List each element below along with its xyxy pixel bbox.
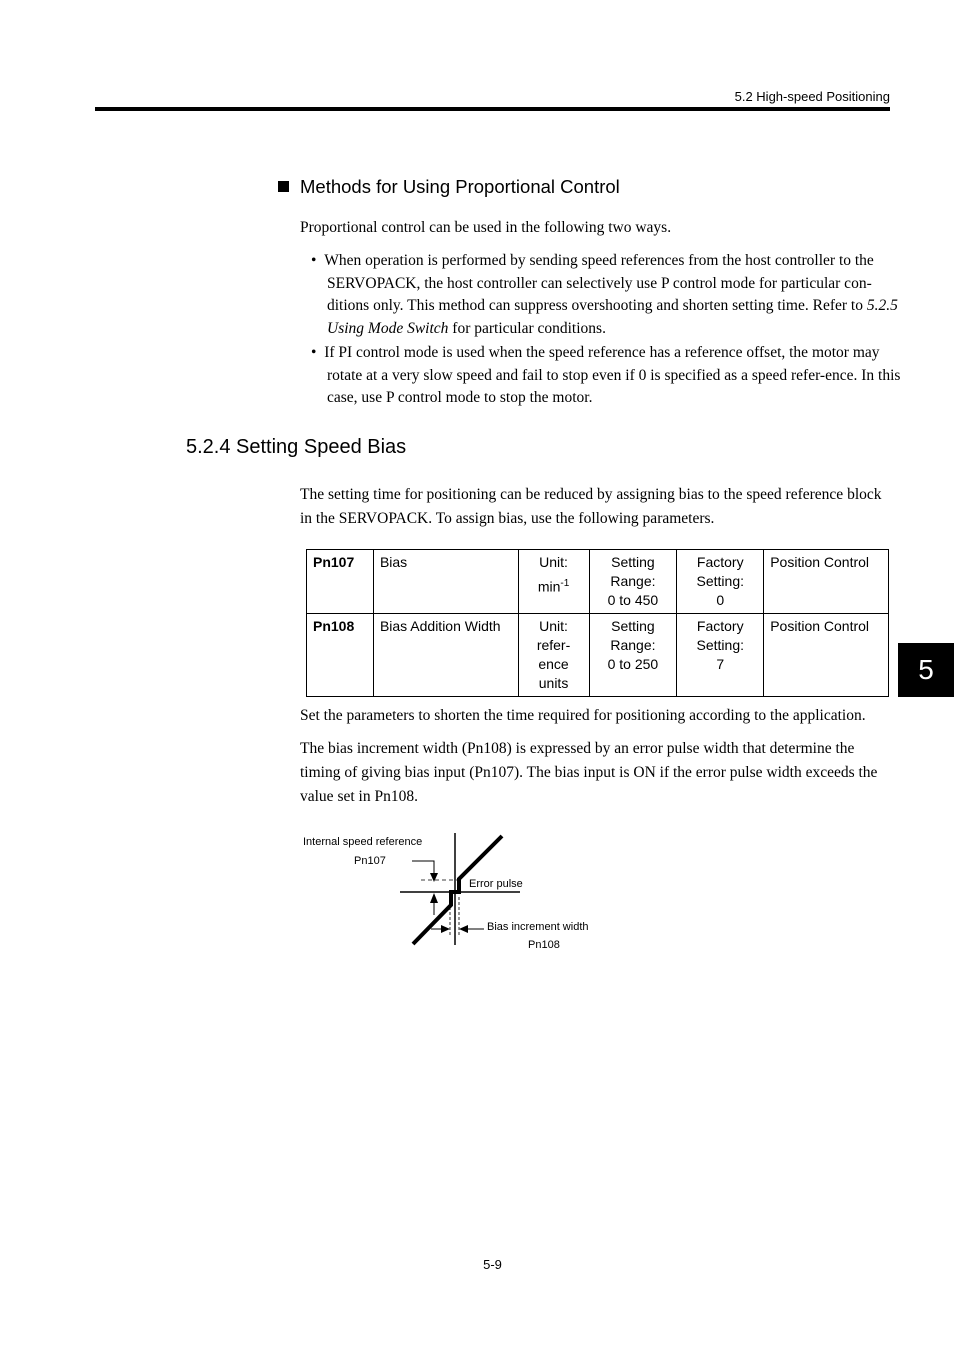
square-bullet-icon — [278, 181, 289, 192]
section-heading: 5.2.4 Setting Speed Bias — [186, 436, 407, 458]
error-pulse-label: Error pulse — [469, 878, 523, 890]
section-paragraph-3: The bias increment width (Pn108) is expressed by an error pulse width that determine the timing of giving bias input (Pn107). The bias input is ON if the error pulse width exceeds the value set in Pn108. — [300, 740, 878, 805]
cross-reference: 5.2.5 Using Mode Switch — [327, 297, 898, 337]
bullet-marker: • — [311, 344, 317, 361]
header-rule — [95, 107, 890, 111]
param-number-cell: Pn108 — [307, 614, 374, 697]
methods-intro: Proportional control can be used in the following two ways. — [300, 219, 672, 236]
running-header: 5.2 High-speed Positioning — [734, 89, 890, 104]
pn108-label: Pn108 — [528, 939, 560, 951]
pn107-label: Pn107 — [354, 855, 386, 867]
section-paragraph-1: The setting time for positioning can be reduced by assigning bias to the speed reference block in the SERVOPACK. To assign bias, use the following parameters. — [300, 486, 882, 527]
pn107-arrow-down-icon — [430, 873, 438, 882]
bullet-marker: • — [311, 252, 317, 269]
param-name-cell: Bias — [373, 550, 518, 614]
pn107-leader-line — [412, 861, 434, 875]
section-paragraph-2: Set the parameters to shorten the time required for positioning according to the application. — [300, 707, 866, 724]
pn108-arrow-left-icon — [459, 925, 468, 933]
parameter-table — [306, 549, 889, 697]
table-row — [307, 550, 889, 614]
pn108-arrow-right-icon — [441, 925, 450, 933]
bullet-item-pi-control — [311, 342, 907, 410]
setting-range-cell: Setting Range: 0 to 450 — [589, 550, 677, 614]
speed-reference-label: Internal speed reference — [303, 836, 423, 848]
table-row — [307, 614, 889, 697]
bias-increment-width-label: Bias increment width — [487, 921, 589, 933]
methods-heading: Methods for Using Proportional Control — [300, 176, 620, 197]
bullet-item-mode-switch — [311, 250, 907, 340]
control-mode-cell: Position Control — [764, 550, 889, 614]
param-name-cell: Bias Addition Width — [373, 614, 518, 697]
unit-cell: Unit: $\min^{-1}$ — [518, 550, 589, 614]
pn107-arrow-up-icon — [430, 893, 438, 903]
bullet-text: When operation is performed by sending speed references from the host controller to the SERVOPACK, the host controller can selectively use P control mode for particular con-ditions only. This method can suppress overshooting and shorten setting time. Refer to — [324, 252, 874, 314]
param-number-cell: Pn107 — [307, 550, 374, 614]
page-number: 5-9 — [483, 1257, 502, 1272]
factory-setting-cell: Factory Setting: 7 — [677, 614, 764, 697]
factory-setting-cell: Factory Setting: 0 — [677, 550, 764, 614]
bullet-text: If PI control mode is used when the speed reference has a reference offset, the motor may rotate at a very slow speed and fail to stop even if 0 is specified as a speed refer-ence. In this case, use P control mode to stop the motor. — [324, 344, 901, 406]
setting-range-cell: Setting Range: 0 to 250 — [589, 614, 677, 697]
unit-cell: Unit: refer-ence units — [518, 614, 589, 697]
chapter-tab: 5 — [898, 643, 954, 697]
control-mode-cell: Position Control — [764, 614, 889, 697]
bullet-text-end: for particular conditions. — [448, 319, 606, 337]
